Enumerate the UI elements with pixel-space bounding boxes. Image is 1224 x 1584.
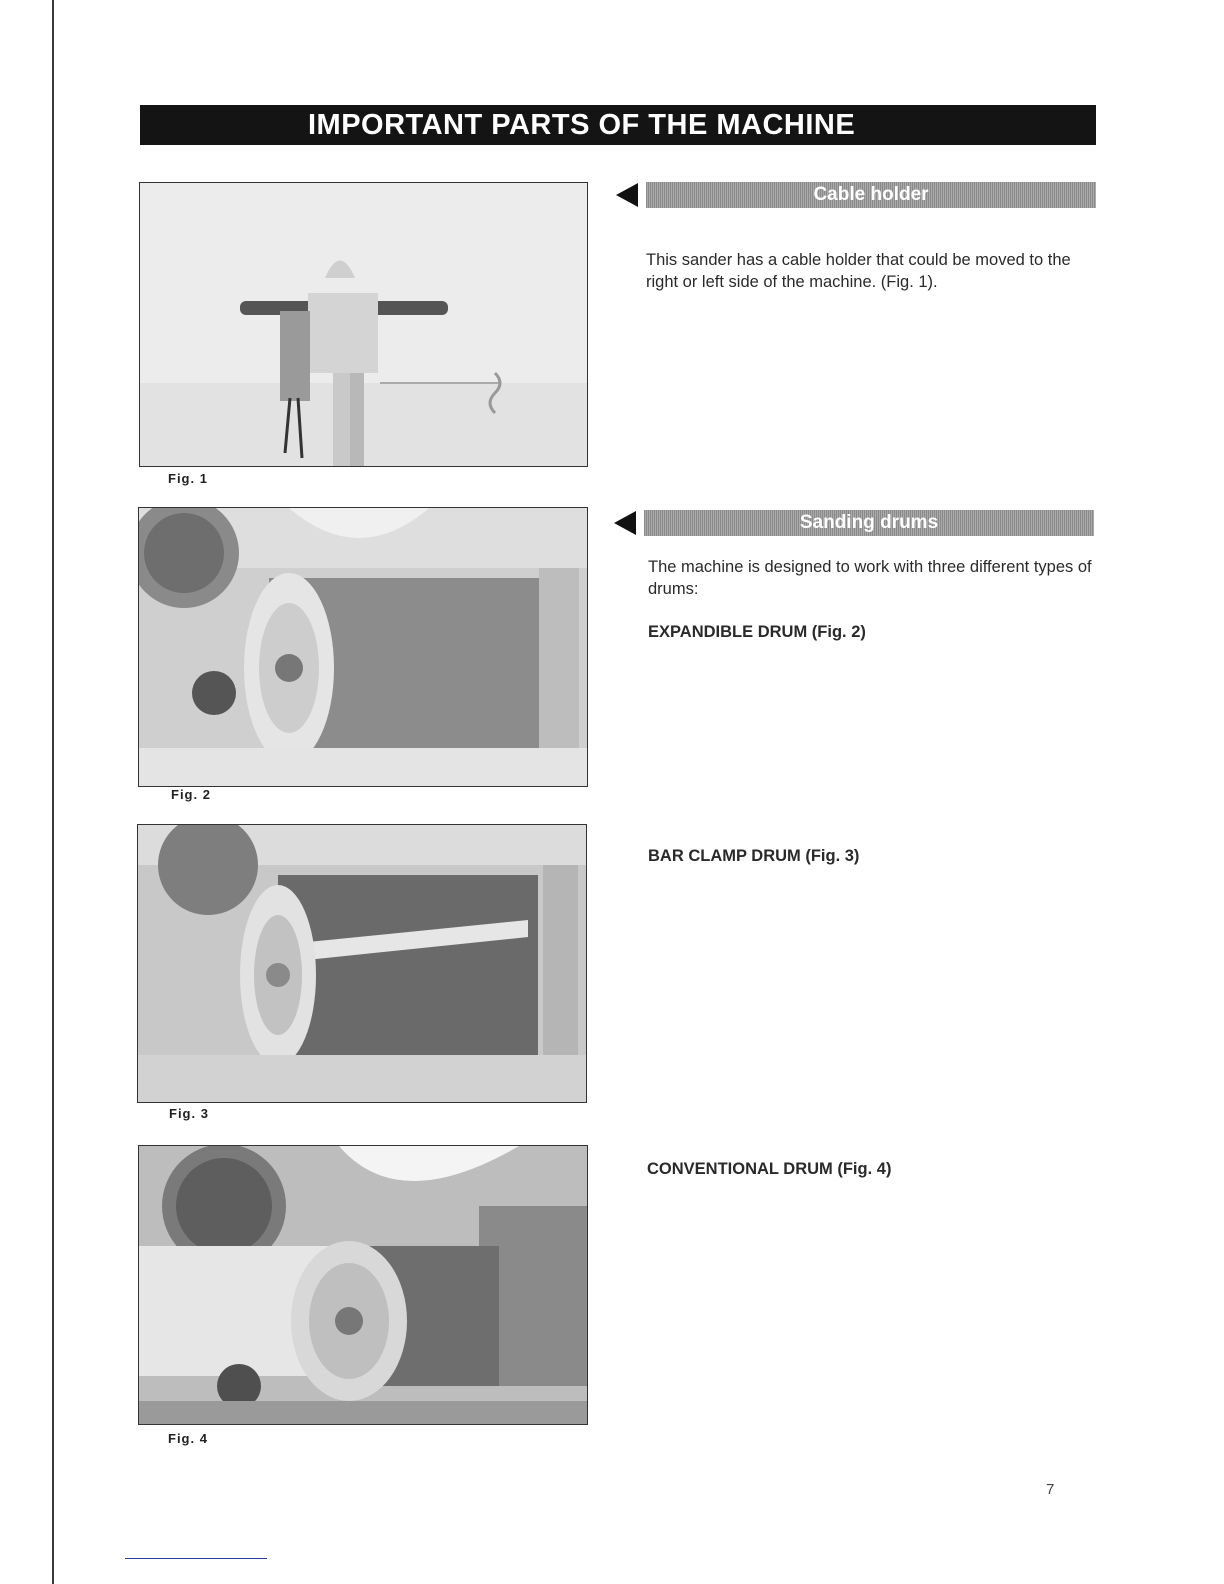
left-arrow-icon [616, 183, 638, 207]
figure-2-photo [138, 507, 588, 787]
page-number: 7 [1046, 1481, 1055, 1498]
figure-4-photo [138, 1145, 588, 1425]
section-heading-cable-holder [616, 182, 1096, 208]
left-arrow-icon [614, 511, 636, 535]
figure-3-photo [137, 824, 587, 1103]
drum-type-conventional: CONVENTIONAL DRUM (Fig. 4) [647, 1160, 892, 1178]
drum-type-bar-clamp: BAR CLAMP DRUM (Fig. 3) [648, 847, 860, 865]
footer-rule [125, 1558, 267, 1559]
section-heading-label: Sanding drums [644, 510, 1094, 536]
figure-1-caption: Fig. 1 [168, 471, 208, 486]
drum-type-expandible: EXPANDIBLE DRUM (Fig. 2) [648, 623, 866, 641]
sanding-drums-text: The machine is designed to work with three different types of drums: [648, 558, 1092, 598]
figure-4-caption: Fig. 4 [168, 1431, 208, 1446]
section-heading-sanding-drums [614, 510, 1094, 536]
page-title-banner: IMPORTANT PARTS OF THE MACHINE [140, 105, 1096, 145]
cable-holder-text: This sander has a cable holder that could be moved to the right or left side of the machine. (Fig. 1). [646, 251, 1071, 291]
figure-3-caption: Fig. 3 [169, 1106, 209, 1121]
scan-edge-line [52, 0, 54, 1584]
section-heading-label: Cable holder [646, 182, 1096, 208]
figure-2-caption: Fig. 2 [171, 787, 211, 802]
figure-1-photo [139, 182, 588, 467]
